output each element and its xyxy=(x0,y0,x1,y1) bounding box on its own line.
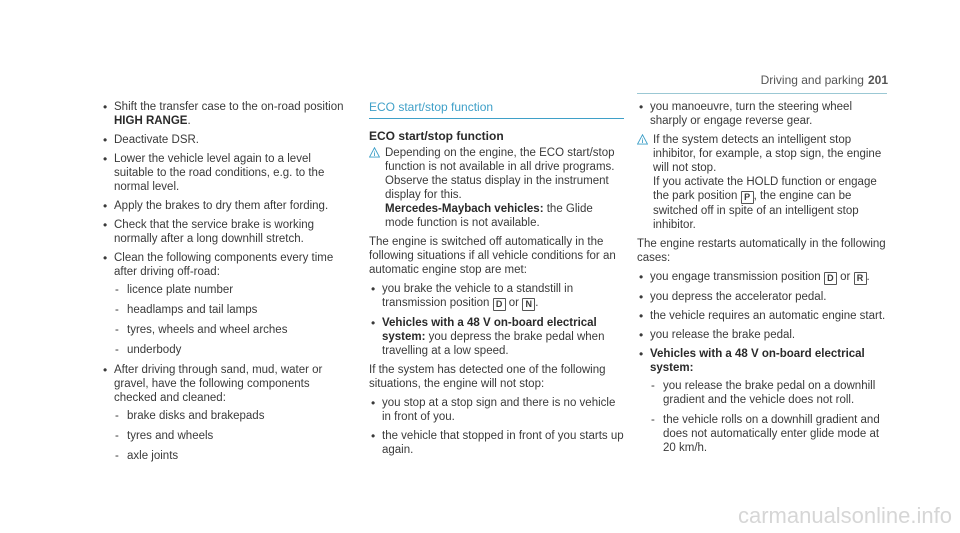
sub-list-item: - brake disks and brakepads xyxy=(114,409,351,423)
sub-list-item: - headlamps and tail lamps xyxy=(114,303,351,317)
watermark-text: carmanualsonline.info xyxy=(737,503,952,528)
list-item: • Shift the transfer case to the on-road position HIGH RANGE. xyxy=(101,100,351,128)
gear-p-icon: P xyxy=(741,191,754,204)
list-item: • you manoeuvre, turn the steering wheel sharply or engage reverse gear. xyxy=(637,100,892,128)
gear-n-icon: N xyxy=(522,298,535,311)
engine-restart-list xyxy=(637,270,892,455)
section-title: ECO start/stop function xyxy=(369,100,624,119)
svg-text:i: i xyxy=(641,137,644,145)
paragraph: If the system has detected one of the following situations, the engine will not stop: xyxy=(369,364,606,390)
list-item: • Clean the following components every time after driving off-road: - licence plate number - headlamps and tail lamps - tyres, wheels and wheel arches - underbody xyxy=(101,251,351,357)
list-item: • the vehicle that stopped in front of you starts up again. xyxy=(369,429,624,457)
page-header xyxy=(700,73,888,87)
list-item: • you engage transmission position D or R . xyxy=(637,270,892,285)
list-item: • After driving through sand, mud, water or gravel, have the following components checked and cleaned: - brake disks and brakepads - tyres and wheels - axle joints xyxy=(101,363,351,463)
48v-label: Vehicles with a 48 V on-board electrical system: xyxy=(650,348,865,374)
info-note: i Depending on the engine, the ECO start/stop function is not available in all drive programs. Observe the status display in the instrument display for this. Mercedes-Maybach vehicles: the Glide mode function is not available. xyxy=(369,146,624,230)
paragraph: The engine is switched off automatically in the following situations if all vehicle conditions for an automatic engine stop are met: xyxy=(369,236,616,276)
sub-list-item: - tyres, wheels and wheel arches xyxy=(114,323,351,337)
engine-off-list xyxy=(369,282,624,358)
engine-not-stop-list-cont xyxy=(637,100,892,128)
list-item: • Vehicles with a 48 V on-board electrical system: you depress the brake pedal when travelling at a low speed. xyxy=(369,316,624,358)
list-item: • Lower the vehicle level again to a level suitable to the road conditions, e.g. to the normal level. xyxy=(101,152,351,194)
48v-restart-list xyxy=(650,379,892,455)
column-right xyxy=(637,100,892,461)
maybach-label: Mercedes-Maybach vehicles: xyxy=(385,203,544,215)
gear-d-icon: D xyxy=(493,298,506,311)
list-item: • the vehicle requires an automatic engine start. xyxy=(637,309,892,323)
list-item: • you brake the vehicle to a standstill in transmission position D or N . xyxy=(369,282,624,311)
list-item: • Deactivate DSR. xyxy=(101,133,351,147)
list-item: • Check that the service brake is working normally after a long downhill stretch. xyxy=(101,218,351,246)
sub-list-item: - tyres and wheels xyxy=(114,429,351,443)
note-text: Depending on the engine, the ECO start/stop function is not available in all drive programs. Observe the status display in the instrument display for this. xyxy=(385,147,615,201)
info-note: i If the system detects an intelligent stop inhibitor, for example, a stop sign, the engine will not stop. If you activate the HOLD function or engage the park position P , the engine can be switched off in spite of an intelligent stop inhibitor. xyxy=(637,133,892,232)
header-section-label: Driving and parking xyxy=(760,73,864,87)
list-item: • Apply the brakes to dry them after fording. xyxy=(101,199,351,213)
48v-label: Vehicles with a 48 V on-board electrical system: xyxy=(382,317,597,343)
column-middle xyxy=(369,100,624,462)
sub-list-item: - licence plate number xyxy=(114,283,351,297)
info-icon xyxy=(369,147,380,158)
sub-list-item: - you release the brake pedal on a downhill gradient and the vehicle does not roll. xyxy=(650,379,892,407)
sub-list-item: - underbody xyxy=(114,343,351,357)
sub-list-item: - the vehicle rolls on a downhill gradient and does not automatically enter glide mode at 20 km/h. xyxy=(650,413,892,455)
column-left xyxy=(101,100,351,469)
page-number: 201 xyxy=(867,73,888,87)
info-icon xyxy=(637,134,648,145)
note-text: If the system detects an intelligent stop inhibitor, for example, a stop sign, the engine will not stop. xyxy=(653,134,882,174)
gear-r-icon: R xyxy=(854,272,867,285)
sub-list-item: - axle joints xyxy=(114,449,351,463)
list-item: • you release the brake pedal. xyxy=(637,328,892,342)
engine-not-stop-list xyxy=(369,396,624,457)
list-item xyxy=(637,347,892,455)
svg-text:i: i xyxy=(373,150,376,158)
clean-components-list xyxy=(114,283,351,357)
after-offroad-list xyxy=(101,100,351,463)
list-item: • you stop at a stop sign and there is no vehicle in front of you. xyxy=(369,396,624,424)
check-components-list xyxy=(114,409,351,463)
high-range-label: HIGH RANGE xyxy=(114,115,188,127)
paragraph: The engine restarts automatically in the following cases: xyxy=(637,238,886,264)
list-item: • you depress the accelerator pedal. xyxy=(637,290,892,304)
sub-title: ECO start/stop function xyxy=(369,129,504,143)
header-divider xyxy=(637,93,887,94)
gear-d-icon: D xyxy=(824,272,837,285)
